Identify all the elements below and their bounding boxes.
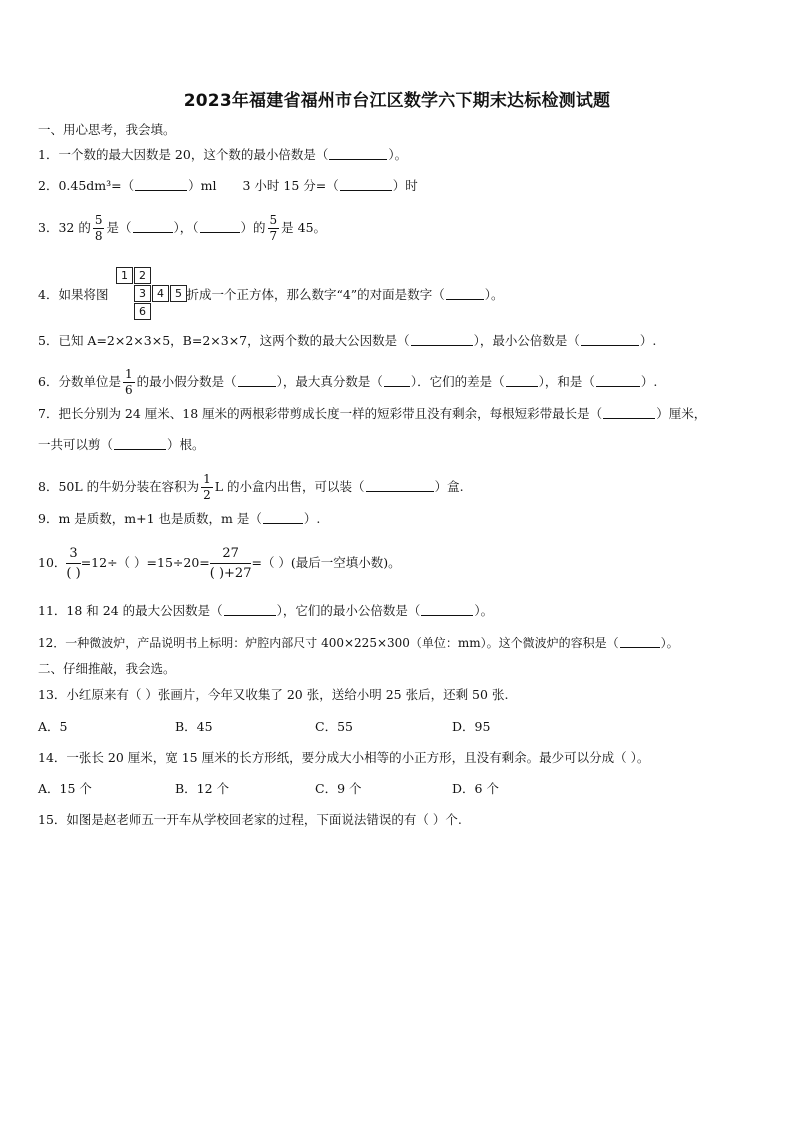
q12-blank[interactable] (620, 635, 660, 648)
q2-text-a: 2．0.45dm³=（ (38, 178, 135, 193)
net-cell-6: 6 (134, 303, 151, 320)
question-5: 5．已知 A=2×2×3×5，B=2×3×7，这两个数的最大公因数是（ ），最小公倍数是（ ）. (38, 333, 657, 348)
q12-text: 12．一种微波炉，产品说明书上标明：炉腔内部尺寸 400×225×300（单位：mm）。这个微波炉的容积是（ (38, 636, 619, 650)
q5-blank-2[interactable] (581, 333, 639, 346)
q8-blank[interactable] (366, 479, 434, 492)
net-cell-1: 1 (116, 267, 133, 284)
section-1-heading: 一、用心思考，我会填。 (38, 122, 176, 137)
q13-option-a[interactable]: A．5 (38, 719, 68, 734)
q2-blank-1[interactable] (135, 178, 187, 191)
question-3: 3．32 的 $\frac{5}{8}$ 是（ ），（ ）的 $\frac{5}{7}$ 是 45。 (38, 213, 327, 243)
question-12: 12．一种微波炉，产品说明书上标明：炉腔内部尺寸 400×225×300（单位：mm）。这个微波炉的容积是（ ）。 (38, 636, 679, 650)
question-7-line-2: 一共可以剪（ ）根。 (38, 437, 205, 452)
q11-blank-2[interactable] (421, 603, 473, 616)
cube-net-figure (116, 267, 190, 323)
q14-option-a[interactable]: A．15 个 (38, 781, 92, 796)
q6-text: 6．分数单位是 (38, 374, 121, 389)
q7-text: 7．把长分别为 24 厘米、18 厘米的两根彩带剪成长度一样的短彩带且没有剩余，每根短彩带最长是（ (38, 406, 603, 421)
q10-fraction-1: 3 ( ) (66, 546, 81, 581)
q2-text-b: ）ml (188, 178, 217, 193)
q9-text: 9．m 是质数，m+1 也是质数，m 是（ (38, 511, 262, 526)
section-2-heading: 二、仔细推敲，我会选。 (38, 661, 176, 676)
q3-blank-2[interactable] (200, 220, 240, 233)
q3-text: 3．32 的 (38, 220, 91, 235)
q6-blank-1[interactable] (238, 374, 276, 387)
q6-fraction: $\frac{1}{6}$ (124, 367, 133, 397)
question-10: 10． 3 ( ) =12÷（ ）=15÷20= $\frac{27}{( )+27}$ =（ ）(最后一空填小数)。 (38, 546, 401, 581)
q13-option-c[interactable]: C．55 (315, 719, 353, 734)
q6-blank-3[interactable] (506, 374, 538, 387)
q10-fraction-2: $\frac{27}{( )+27}$ (209, 546, 252, 581)
q1-text: 1．一个数的最大因数是 20，这个数的最小倍数是（ (38, 147, 329, 162)
q13-option-b[interactable]: B．45 (175, 719, 213, 734)
question-1 (38, 147, 407, 163)
q8-text: 8．50L 的牛奶分装在容积为 (38, 479, 200, 494)
q3-fraction-1: $\frac{5}{8}$ (94, 213, 103, 243)
question-4: 4．如果将图 折成一个正方体，那么数字“4”的对面是数字（ ）。 (38, 287, 504, 302)
question-13: 13．小红原来有（ ）张画片，今年又收集了 20 张，送给小明 25 张后，还剩 50 张. (38, 687, 509, 702)
q2-text-d: ）时 (392, 178, 418, 193)
question-14: 14．一张长 20 厘米，宽 15 厘米的长方形纸，要分成大小相等的小正方形，且没有剩余。最少可以分成（ ）。 (38, 750, 650, 765)
q14-option-c[interactable]: C．9 个 (315, 781, 362, 796)
question-2 (38, 178, 418, 194)
question-11: 11．18 和 24 的最大公因数是（ ），它们的最小公倍数是（ ）。 (38, 603, 494, 618)
net-cell-2: 2 (134, 267, 151, 284)
question-15: 15．如图是赵老师五一开车从学校回老家的过程，下面说法错误的有（ ）个. (38, 812, 462, 827)
q1-blank[interactable] (329, 147, 387, 160)
q7-blank-2[interactable] (114, 437, 166, 450)
q2-text-c: 3 小时 15 分=（ (242, 178, 339, 193)
question-7-line-1: 7．把长分别为 24 厘米、18 厘米的两根彩带剪成长度一样的短彩带且没有剩余，每根短彩带最长是（ ）厘米， (38, 406, 707, 421)
q13-option-d[interactable]: D．95 (452, 719, 491, 734)
q11-text: 11．18 和 24 的最大公因数是（ (38, 603, 223, 618)
net-cell-4: 4 (152, 285, 169, 302)
q2-blank-2[interactable] (340, 178, 392, 191)
q6-blank-4[interactable] (596, 374, 640, 387)
q4-blank[interactable] (446, 287, 484, 300)
q3-fraction-2: $\frac{5}{7}$ (269, 213, 278, 243)
q5-text: 5．已知 A=2×2×3×5，B=2×3×7，这两个数的最大公因数是（ (38, 333, 410, 348)
net-cell-5: 5 (170, 285, 187, 302)
q3-blank-1[interactable] (133, 220, 173, 233)
question-6: 6．分数单位是 $\frac{1}{6}$ 的最小假分数是（ ），最大真分数是（ ）．它们的差是（ ），和是（ ）. (38, 367, 658, 397)
page-title: 2023年福建省福州市台江区数学六下期末达标检测试题 (183, 91, 611, 111)
question-8: 8．50L 的牛奶分装在容积为 $\frac{1}{2}$ L 的小盒内出售，可以装（ ）盒. (38, 472, 464, 502)
q8-fraction: $\frac{1}{2}$ (203, 472, 211, 502)
q14-option-d[interactable]: D．6 个 (452, 781, 499, 796)
q11-blank-1[interactable] (224, 603, 276, 616)
q4-text: 4．如果将图 (38, 287, 109, 302)
q6-blank-2[interactable] (384, 374, 410, 387)
q14-option-b[interactable]: B．12 个 (175, 781, 230, 796)
q5-blank-1[interactable] (411, 333, 473, 346)
q9-blank[interactable] (263, 511, 303, 524)
q1-end: ）。 (388, 147, 408, 162)
q7-blank-1[interactable] (603, 406, 655, 419)
net-cell-3: 3 (134, 285, 151, 302)
question-9: 9．m 是质数，m+1 也是质数，m 是（ ）. (38, 511, 321, 526)
